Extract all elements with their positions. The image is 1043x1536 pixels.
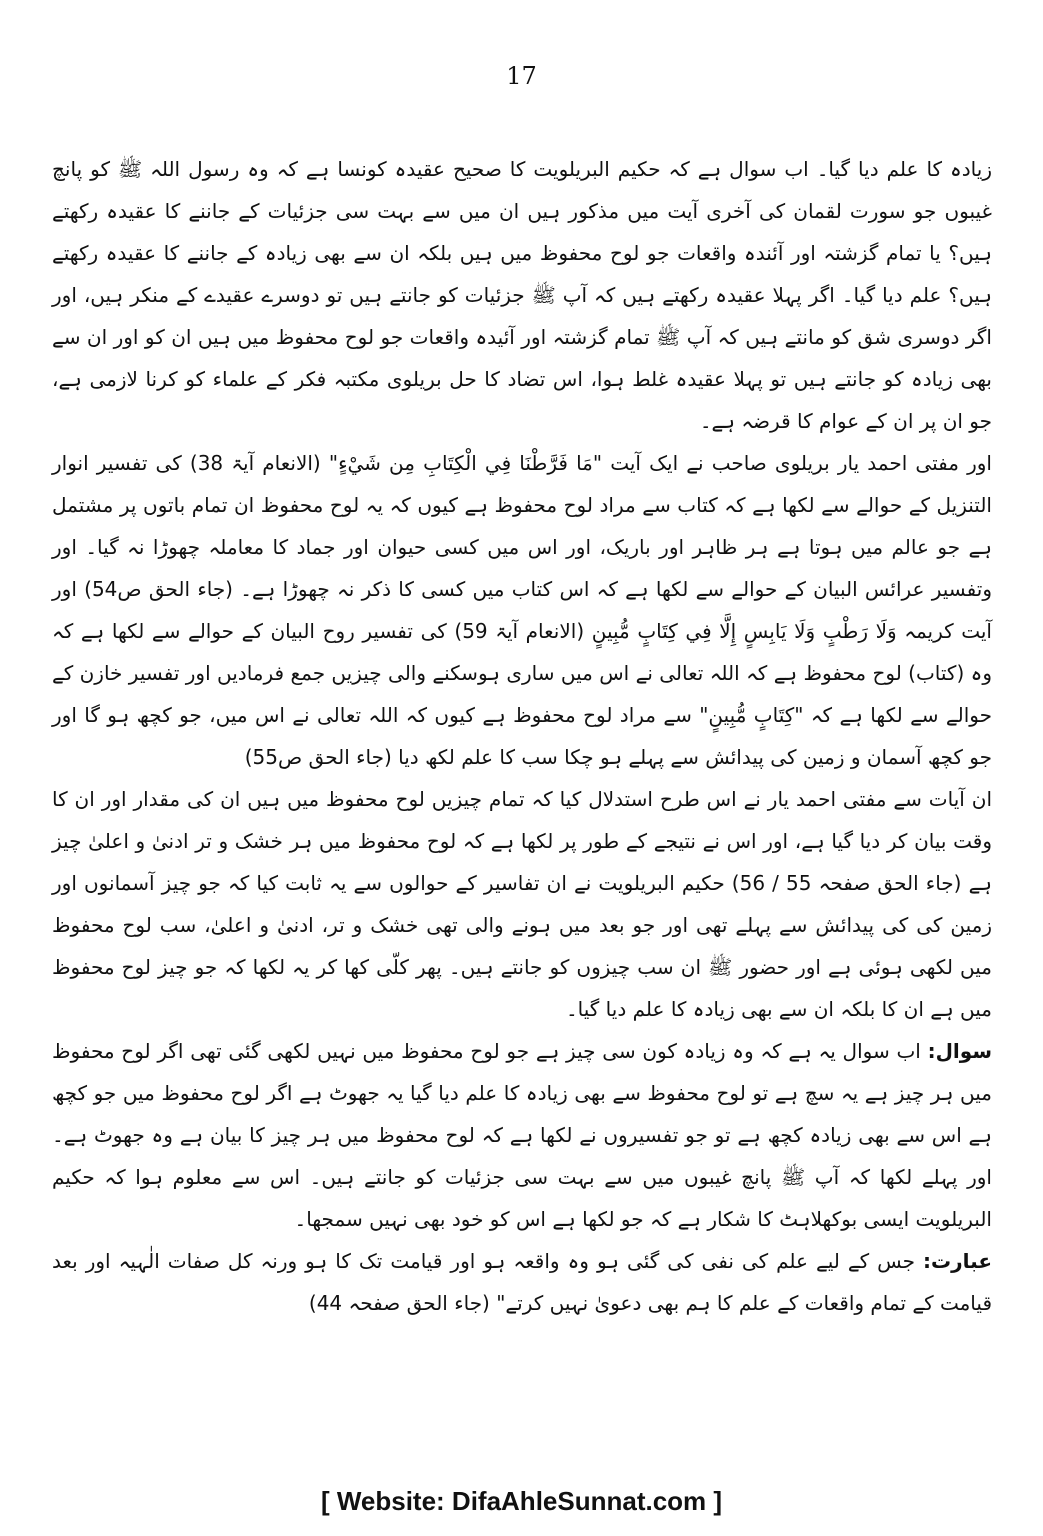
website-footer: [ Website: DifaAhleSunnat.com ]	[320, 1486, 723, 1516]
paragraph-1-text: زیادہ کا علم دیا گیا۔ اب سوال ہے کہ حکیم البریلویت کا صحیح عقیدہ کونسا ہے کہ وہ رسول اللہ ﷺ کو پانچ غیبوں جو سورت لقمان کی آخری آیت میں مذکور ہیں ان میں سے بہت سی جزئیات کے جاننے کا عقیدہ رکھتے ہیں؟ یا تمام گزشتہ اور آئندہ واقعات جو لوح محفوظ میں ہیں بلکہ ان سے بھی زیادہ کے جاننے کا عقیدہ رکھتے ہیں؟ علم دیا گیا۔ اگر پہلا عقیدہ رکھتے ہیں کہ آپ ﷺ جزئیات کو جانتے ہیں تو دوسرے عقیدے کے منکر ہیں، اور اگر دوسری شق کو مانتے ہیں کہ آپ ﷺ تمام گزشتہ اور آئیدہ واقعات جو لوح محفوظ میں ہیں ان کو اور ان سے بھی زیادہ کو جانتے ہیں تو پہلا عقیدہ غلط ہوا، اس تضاد کا حل بریلوی مکتبہ فکر کے علماء کو کرنا لازمی ہے، جو ان پر ان کے عوام کا قرضہ ہے۔	[52, 157, 992, 433]
paragraph-4	[52, 1030, 992, 1240]
question-label: سوال:	[927, 1039, 992, 1063]
paragraph-2	[52, 442, 992, 778]
document-body	[52, 148, 992, 1324]
paragraph-1	[52, 148, 992, 442]
paragraph-3-text: ان آیات سے مفتی احمد یار نے اس طرح استدلال کیا کہ تمام چیزیں لوح محفوظ میں ہیں ان کی مقدار اور ان کا وقت بیان کر دیا گیا ہے، اور اس نے نتیجے کے طور پر لکھا ہے کہ لوح محفوظ میں ہر خشک و تر ادنیٰ و اعلیٰ چیز ہے (جاء الحق صفحہ 55 / 56) حکیم البریلویت نے ان تفاسیر کے حوالوں سے یہ ثابت کیا کہ جو چیز آسمانوں اور زمین کی کی پیدائش سے پہلے تھی اور جو بعد میں ہونے والی تھی خشک و تر، ادنیٰ و اعلیٰ، سب لوح محفوظ میں لکھی ہوئی ہے اور حضور ﷺ ان سب چیزوں کو جانتے ہیں۔ پھر کلّی کھا کر یہ لکھا کہ جو چیز لوح محفوظ میں ہے ان کا بلکہ ان سے بھی زیادہ کا علم دیا گیا۔	[52, 787, 993, 1021]
paragraph-5	[52, 1240, 992, 1324]
page-number: 17	[506, 62, 537, 90]
quote-label: عبارت:	[923, 1249, 992, 1273]
paragraph-2-text: اور مفتی احمد یار بریلوی صاحب نے ایک آیت "مَا فَرَّطْنَا فِي الْكِتَابِ مِن شَيْءٍ" (الانعام آیۃ 38) کی تفسیر انوار التنزیل کے حوالے سے لکھا ہے کہ کتاب سے مراد لوح محفوظ ہے کیوں کہ یہ لوح محفوظ ان تمام باتوں پر مشتمل ہے جو عالم میں ہوتا ہے ہر ظاہر اور باریک، اور اس میں کسی حیوان اور جماد کا معاملہ چھوڑا نہ گیا۔ اور وتفسیر عرائس البیان کے حوالے سے لکھا ہے کہ اس کتاب میں کسی کا ذکر نہ چھوڑا ہے۔ (جاء الحق ص54) اور آیت کریمہ وَلَا رَطْبٍ وَلَا يَابِسٍ إِلَّا فِي كِتَابٍ مُّبِينٍ (الانعام آیۃ 59) کی تفسیر روح البیان کے حوالے سے لکھا ہے کہ وہ (کتاب) لوح محفوظ ہے کہ اللہ تعالی نے اس میں ساری ہوسکنے والی چیزیں جمع فرمادیں اور تفسیر خازن کے حوالے سے لکھا ہے کہ "كِتَابٍ مُّبِينٍ" سے مراد لوح محفوظ ہے کیوں کہ اللہ تعالی نے اس میں، جو کچھ ہو گا اور جو کچھ آسمان و زمین کی پیدائش سے پہلے ہو چکا سب کا علم لکھ دیا (جاء الحق ص55)	[52, 451, 992, 769]
paragraph-3	[52, 778, 992, 1030]
paragraph-4-text: اب سوال یہ ہے کہ وہ زیادہ کون سی چیز ہے جو لوح محفوظ میں نہیں لکھی گئی تھی اگر لوح محفوظ میں ہر چیز ہے یہ سچ ہے تو لوح محفوظ سے بھی زیادہ کا علم دیا گیا یہ جھوٹ ہے اگر لوح محفوظ میں جو کچھ ہے اس سے بھی زیادہ کچھ ہے تو جو تفسیروں نے لکھا ہے کہ لوح محفوظ میں ہر چیز کا بیان ہے وہ جھوٹ ہے۔ اور پہلے لکھا کہ آپ ﷺ پانچ غیبوں میں سے بہت سی جزئیات کو جانتے ہیں۔ اس سے معلوم ہوا کہ حکیم البریلویت ایسی بوکھلاہٹ کا شکار ہے کہ جو لکھا ہے اس کو خود بھی نہیں سمجھا۔	[52, 1039, 992, 1231]
paragraph-5-text: جس کے لیے علم کی نفی کی گئی ہو وہ واقعہ ہو اور قیامت تک کا ہو ورنہ کل صفات الٰہیہ اور بعد قیامت کے تمام واقعات کے علم کا ہم بھی دعویٰ نہیں کرتے" (جاء الحق صفحہ 44)	[52, 1249, 992, 1315]
